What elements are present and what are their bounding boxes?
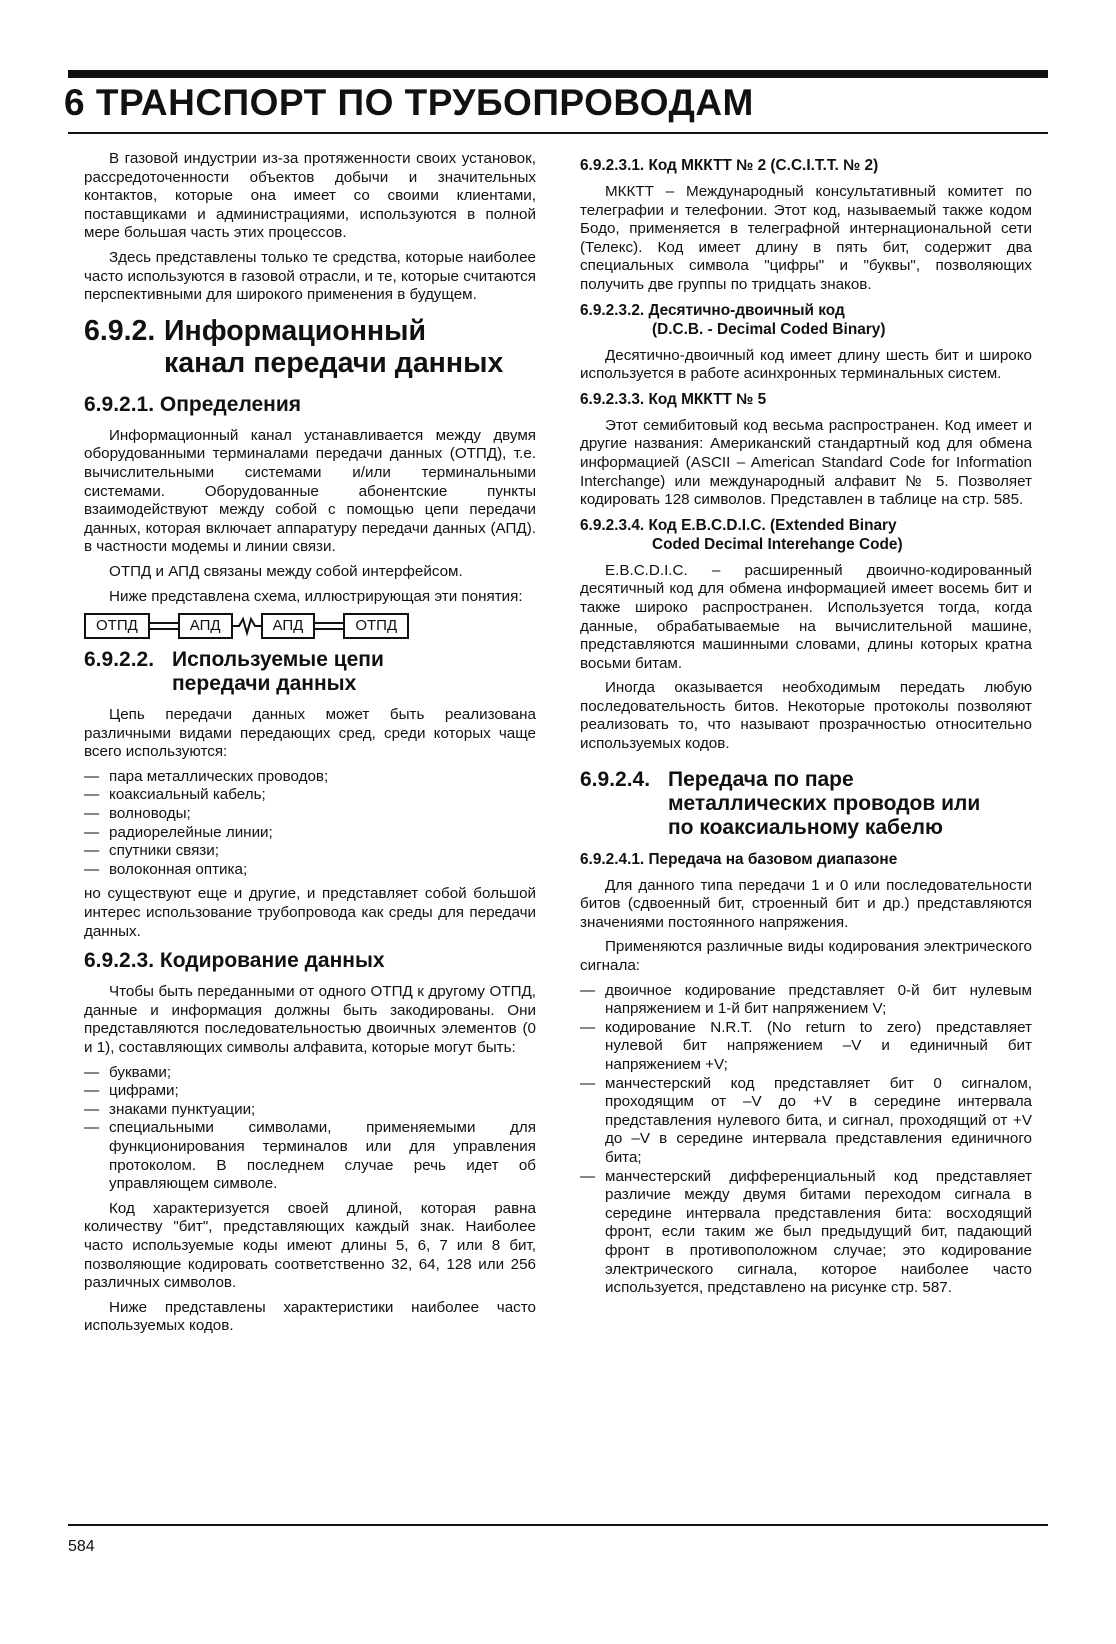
list-item: — кодирование N.R.T. (No return to zero) представляет нулевой бит напряжением –V и единичный бит напряжением +V; <box>580 1019 1032 1075</box>
footer-rule <box>68 1524 1048 1526</box>
subsection-number: 6.9.2.2. <box>84 648 155 672</box>
definition-paragraph-1: Информационный канал устанавливается между двумя оборудованными терминалами передачи данных (ОТПД), т.е. вычислительными системами и/или терминальными системами. Оборудованные абонентские пункты взаимодействуют между собой с помощью цепи передачи данных, которая включает аппаратуру передачи данных (АПД). в частности модемы и линии связи. <box>84 426 536 556</box>
list-item: — волноводы; <box>84 805 536 824</box>
heading-6-9-2-3-3: 6.9.2.3.3. Код МККТТ № 5 <box>580 390 767 408</box>
header-rule-thick <box>68 70 1048 78</box>
list-item: — манчестерский дифференциальный код представляет различие между двумя битами переходом сигнала в середине интервала представления бита: восходящий фронт, если таким же был предыдущий бит, падающий фронт в противоположном случае; это кодирование электрического сигнала, которое наиболее часто используется, представлено на рисунке стр. 587. <box>580 1168 1032 1298</box>
heading-line-2: (D.C.B. - Decimal Coded Binary) <box>652 320 886 338</box>
list-item: — цифрами; <box>84 1082 536 1101</box>
coding-paragraph-3: Ниже представлены характеристики наиболее часто используемых кодов. <box>84 1298 536 1335</box>
list-item: — спутники связи; <box>84 842 536 861</box>
heading-6-9-2-4-1: 6.9.2.4.1. Передача на базовом диапазоне <box>580 850 898 868</box>
symbols-list <box>84 1064 536 1194</box>
list-item: — двоичное кодирование представляет 0-й бит нулевым напряжением и 1-й бит напряжением V; <box>580 982 1032 1019</box>
list-item: — знаками пунктуации; <box>84 1101 536 1120</box>
data-link-diagram <box>84 612 536 640</box>
diagram-box-dce-2: АПД <box>261 613 316 639</box>
chapter-title: 6 ТРАНСПОРТ ПО ТРУБОПРОВОДАМ <box>64 82 754 123</box>
heading-6-9-2-3-4 <box>580 516 1032 554</box>
intro-paragraph-2: Здесь представлены только те средства, которые наиболее часто используются в газовой отрасли, и те, которые считаются перспективными для широкого применения в будущем. <box>84 248 536 304</box>
list-item: — пара металлических проводов; <box>84 768 536 787</box>
list-item: — радиорелейные линии; <box>84 824 536 843</box>
list-item: — коаксиальный кабель; <box>84 786 536 805</box>
list-item: — специальными символами, применяемыми для функционирования терминалов или для управления протоколом. В последнем случае речь идет об управляющем символе. <box>84 1119 536 1193</box>
line-zigzag-icon <box>233 615 261 637</box>
section-title-line-1: Информационный <box>164 314 426 347</box>
definition-paragraph-2: ОТПД и АПД связаны между собой интерфейсом. <box>109 562 463 580</box>
header-rule-thin <box>68 132 1048 134</box>
definition-paragraph-3: Ниже представлена схема, иллюстрирующая эти понятия: <box>109 587 523 605</box>
list-item: — буквами; <box>84 1064 536 1083</box>
subsection-title-line-2: передачи данных <box>172 672 357 696</box>
section-title-line-2: канал передачи данных <box>164 346 504 379</box>
interface-double-line <box>150 620 178 632</box>
subsection-title: Кодирование данных <box>159 949 385 973</box>
paragraph-6-9-2-3-4-a: E.B.C.D.I.C. – расширенный двоично-кодированный десятичный код для обмена информацией имеет восемь бит и также широко распространен. Используется тогда, когда данные, обрабатываемые на вычислительной машине, представляются машинными словами, длины которых кратна восьми битам. <box>580 561 1032 672</box>
diagram-box-dte-1: ОТПД <box>84 613 150 639</box>
subsection-number: 6.9.2.3. <box>84 949 155 973</box>
subsection-number: 6.9.2.4. <box>580 767 651 791</box>
list-item: — манчестерский код представляет бит 0 сигналом, проходящим от –V до +V в середине интервала представления нулевого бита, и сигнал, проходящий от +V до –V в середине интервала представления единичного бита; <box>580 1075 1032 1168</box>
encodings-list <box>580 982 1032 1298</box>
diagram-box-dte-2: ОТПД <box>343 613 409 639</box>
paragraph-6-9-2-3-4-b: Иногда оказывается необходимым передать любую последовательность битов. Некоторые протоколы позволяют реализовать то, что называют прозрачностью относительно используемых кодов. <box>580 679 1032 753</box>
heading-6-9-2-3-1: 6.9.2.3.1. Код МККТТ № 2 (C.C.I.T.T. № 2) <box>580 157 879 174</box>
page-number: 584 <box>68 1538 95 1555</box>
chain-paragraph-1: Цепь передачи данных может быть реализована различными видами передающих сред, среди которых чаще всего используются: <box>84 706 536 761</box>
subsection-heading-6-9-2-2 <box>84 648 536 696</box>
subsection-title-line-1: Передача по паре <box>668 767 854 791</box>
heading-line-2: Coded Decimal Interehange Code) <box>652 535 903 553</box>
subsection-heading-6-9-2-3 <box>84 949 536 973</box>
subsection-title-line-3: по коаксиальному кабелю <box>668 815 943 839</box>
coding-paragraph-2: Код характеризуется своей длиной, которая равна количеству "бит", представляющих каждый знак. Наиболее часто используемые коды имеют длины 5, 6, 7 или 8 бит, позволяющие кодировать соответственно 32, 64, 128 или 256 различных символов. <box>84 1199 536 1292</box>
diagram-box-dce-1: АПД <box>178 613 233 639</box>
intro-paragraph-1: В газовой индустрии из-за протяженности своих установок, рассредоточенности объектов добычи и значительных контактов, которые она имеет со своими клиентами, поставщиками и администрациями, используются в полной мере большая часть этих процессов. <box>84 150 536 242</box>
interface-double-line <box>315 620 343 632</box>
heading-6-9-2-3-2 <box>580 301 1032 339</box>
chain-paragraph-2: но существуют еще и другие, и представляет собой большой интерес использование трубопровода как среды для передачи данных. <box>84 885 536 940</box>
paragraph-6-9-2-4-1-b: Применяются различные виды кодирования электрического сигнала: <box>580 938 1032 975</box>
heading-line-1: 6.9.2.3.4. Код E.B.C.D.I.C. (Extended Binary <box>580 516 897 534</box>
paragraph-6-9-2-3-1: МККТТ – Международный консультативный комитет по телеграфии и телефонии. Этот код, называемый также кодом Бодо, применяется в телеграфной интернациональной сети (Телекс). Код имеет длину в пять бит, содержит два специальных символа "цифры" и "буквы", позволяющих получить две группы по тридцать знаков. <box>580 183 1032 293</box>
subsection-title-line-1: Используемые цепи <box>172 648 384 672</box>
left-column <box>84 150 536 1342</box>
paragraph-6-9-2-4-1-a: Для данного типа передачи 1 и 0 или последовательности битов (сдвоенный бит, строенный бит и др.) представляются значениями постоянного напряжения. <box>580 876 1032 931</box>
subsection-heading-6-9-2-1 <box>84 393 536 417</box>
paragraph-6-9-2-3-3: Этот семибитовый код весьма распространен. Код имеет и другие названия: Американский стандартный код для обмена информацией (ASCII – American Standard Code for Information Interchange) или международный алфавит № 5. Позволяет кодировать 128 символов. Представлен в таблице на стр. 585. <box>580 416 1032 509</box>
list-item: — волоконная оптика; <box>84 861 536 880</box>
coding-paragraph-1: Чтобы быть переданными от одного ОТПД к другому ОТПД, данные и информация должны быть закодированы. Они представляются последовательностью двоичных элементов (0 и 1), составляющих символы алфавита, которые могут быть: <box>84 983 536 1056</box>
heading-line-1: 6.9.2.3.2. Десятично-двоичный код <box>580 301 845 319</box>
right-column <box>580 150 1032 1304</box>
section-number: 6.9.2. <box>84 314 156 347</box>
subsection-title: Определения <box>159 392 302 416</box>
section-heading-6-9-2 <box>84 315 536 379</box>
subsection-heading-6-9-2-4 <box>580 768 1032 840</box>
paragraph-6-9-2-3-2: Десятично-двоичный код имеет длину шесть бит и широко используется в работе асинхронных терминальных систем. <box>580 346 1032 383</box>
subsection-title-line-2: металлических проводов или <box>668 791 981 815</box>
media-list <box>84 768 536 880</box>
subsection-number: 6.9.2.1. <box>84 392 155 416</box>
